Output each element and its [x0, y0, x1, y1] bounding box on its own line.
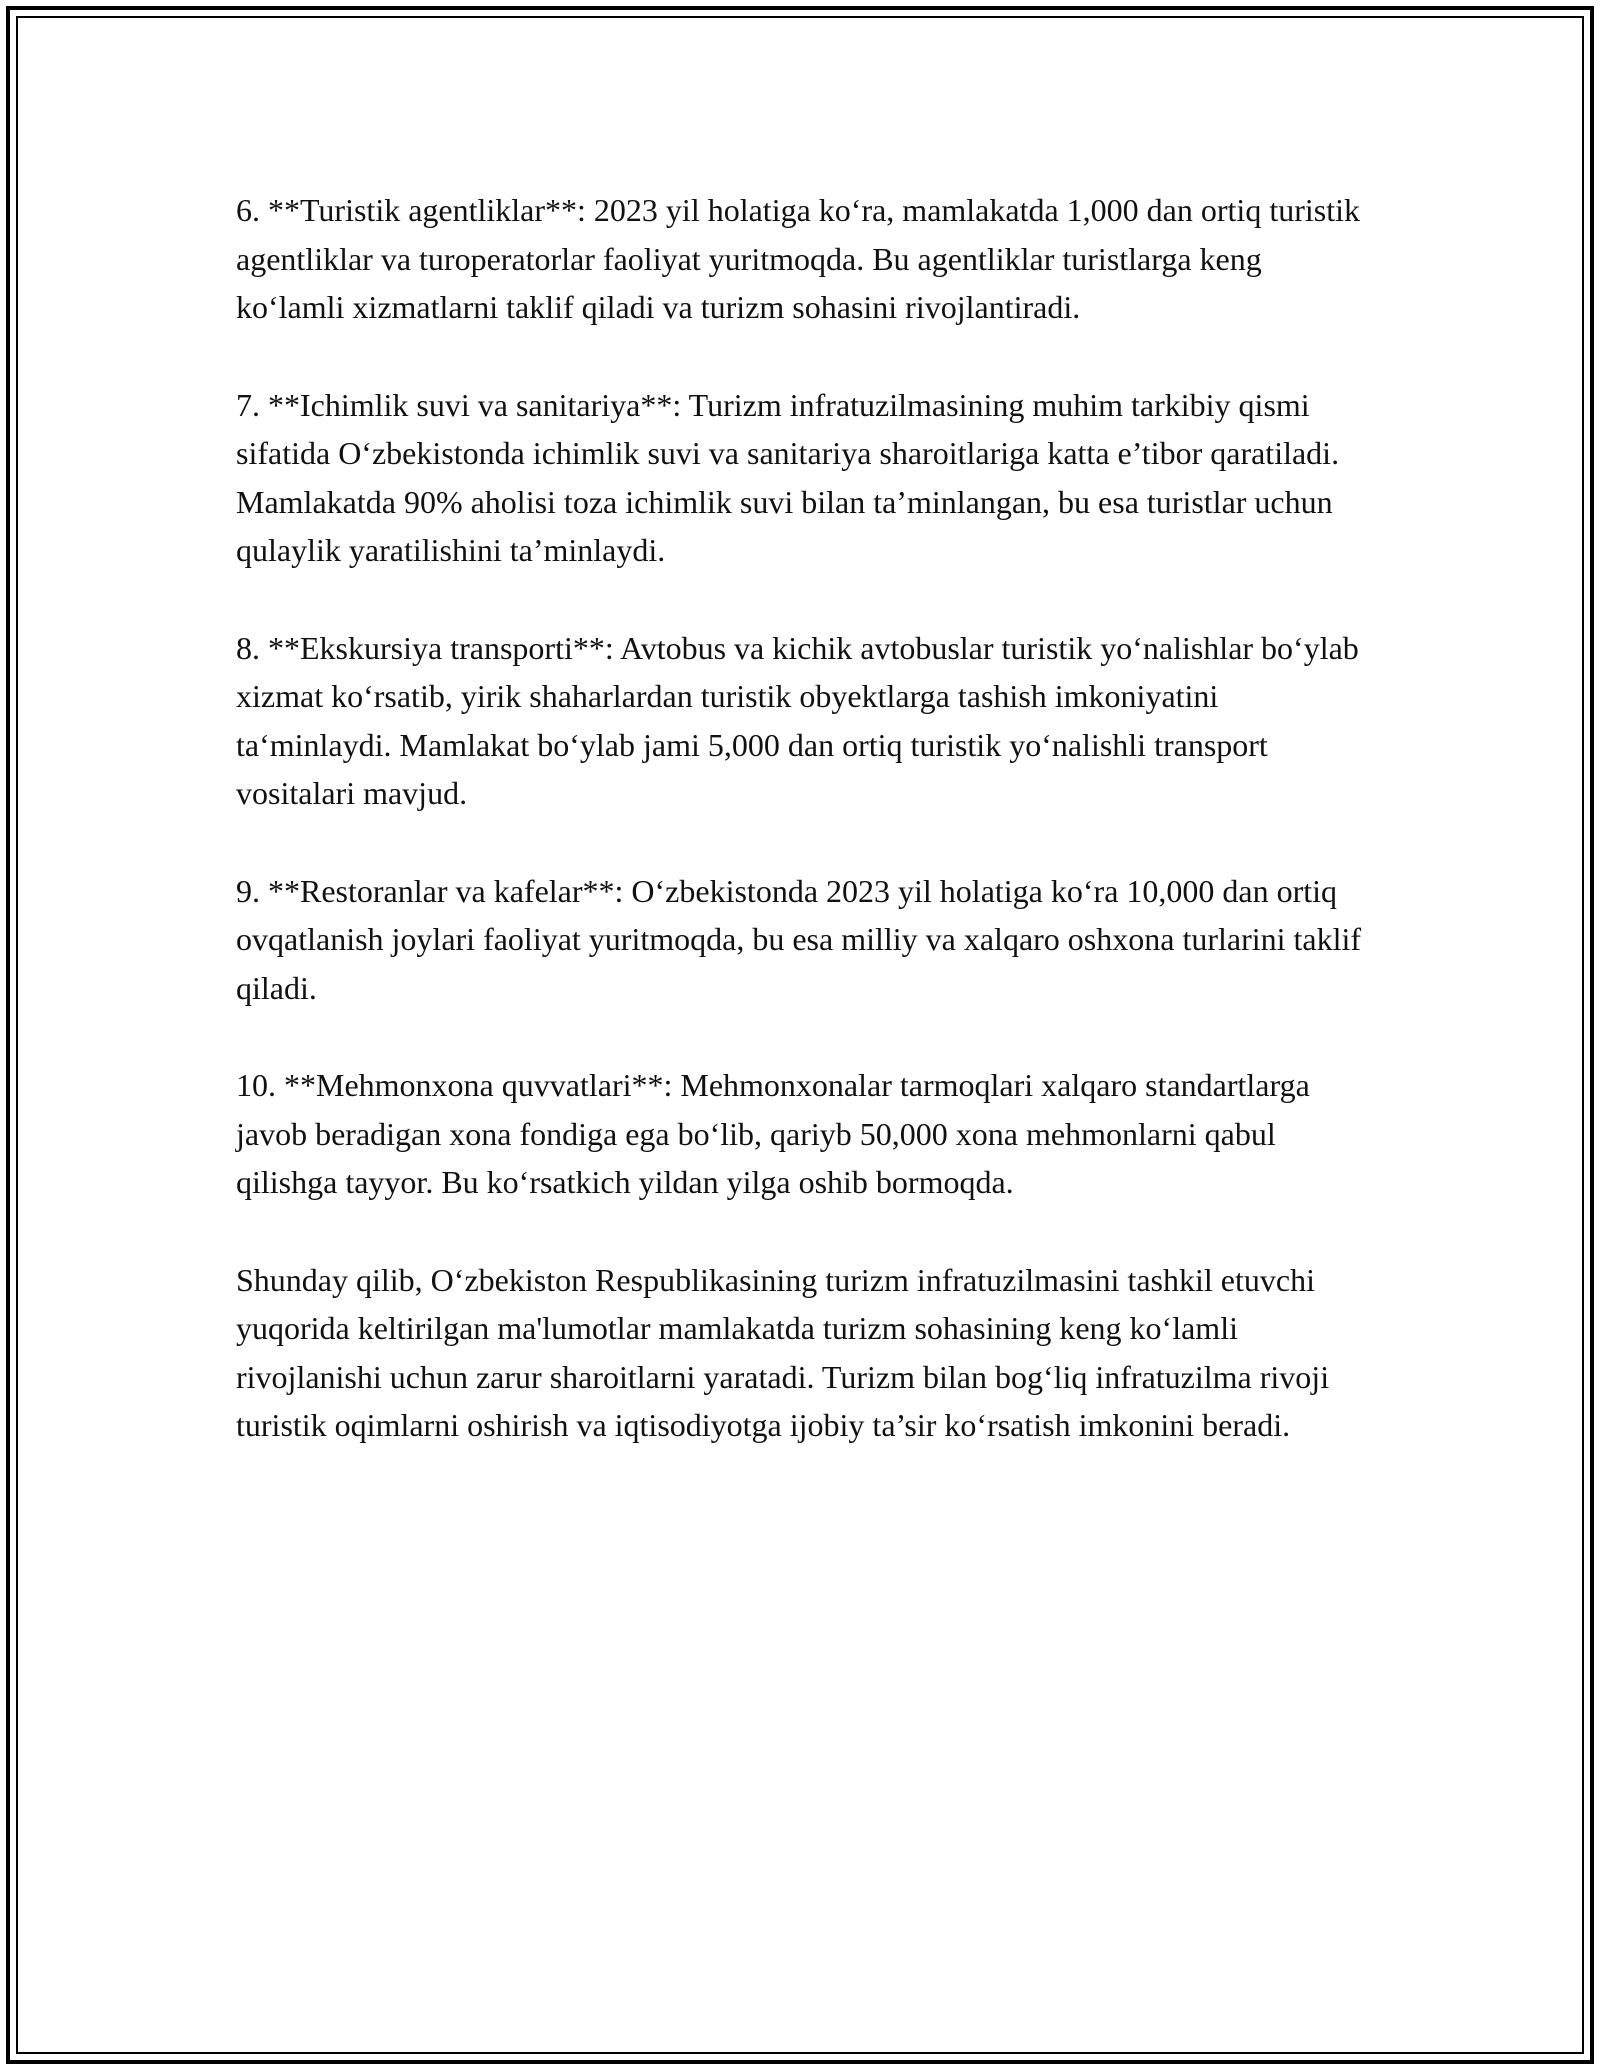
paragraph-ichimlik-suvi: 7. **Ichimlik suvi va sanitariya**: Turizm infratuzilmasining muhim tarkibiy qismi sifatida O‘zbekistonda ichimlik suvi va sanitariya sharoitlariga katta e’tibor qaratiladi. Mamlakatda 90% aholisi toza ichimlik suvi bilan ta’minlangan, bu esa turistlar uchun qulaylik yaratilishini ta’minlaydi.: [236, 386, 1340, 568]
paragraph-restoranlar-kafelar: 9. **Restoranlar va kafelar**: O‘zbekistonda 2023 yil holatiga ko‘ra 10,000 dan ortiq ovqatlanish joylari faoliyat yuritmoqda, bu esa milliy va xalqaro oshxona turlarini taklif qiladi.: [236, 872, 1362, 1006]
paragraph-turistik-agentliklar: 6. **Turistik agentliklar**: 2023 yil holatiga ko‘ra, mamlakatda 1,000 dan ortiq turistik agentliklar va turoperatorlar faoliyat yuritmoqda. Bu agentliklar turistlarga keng ko‘lamli xizmatlarni taklif qiladi va turizm sohasini rivojlantiradi.: [236, 192, 1360, 325]
paragraph-conclusion: Shunday qilib, O‘zbekiston Respublikasining turizm infratuzilmasini tashkil etuvchi yuqorida keltirilgan ma'lumotlar mamlakatda turizm sohasining keng ko‘lamli rivojlanishi uchun zarur sharoitlarni yaratadi. Turizm bilan bog‘liq infratuzilma rivoji turistik oqimlarni oshirish va iqtisodiyotga ijobiy ta’sir ko‘rsatish imkonini beradi.: [236, 1261, 1330, 1443]
paragraph-mehmonxona-quvvatlari: 10. **Mehmonxona quvvatlari**: Mehmonxonalar tarmoqlari xalqaro standartlarga javob beradigan xona fondiga ega bo‘lib, qariyb 50,000 xona mehmonlarni qabul qilishga tayyor. Bu ko‘rsatkich yildan yilga oshib bormoqda.: [236, 1067, 1310, 1200]
document-body: [236, 186, 1376, 1450]
paragraph-ekskursiya-transporti: 8. **Ekskursiya transporti**: Avtobus va kichik avtobuslar turistik yo‘nalishlar bo‘ylab xizmat ko‘rsatib, yirik shaharlardan turistik obyektlarga tashish imkoniyatini ta‘minlaydi. Mamlakat bo‘ylab jami 5,000 dan ortiq turistik yo‘nalishli transport vositalari mavjud.: [236, 629, 1359, 811]
